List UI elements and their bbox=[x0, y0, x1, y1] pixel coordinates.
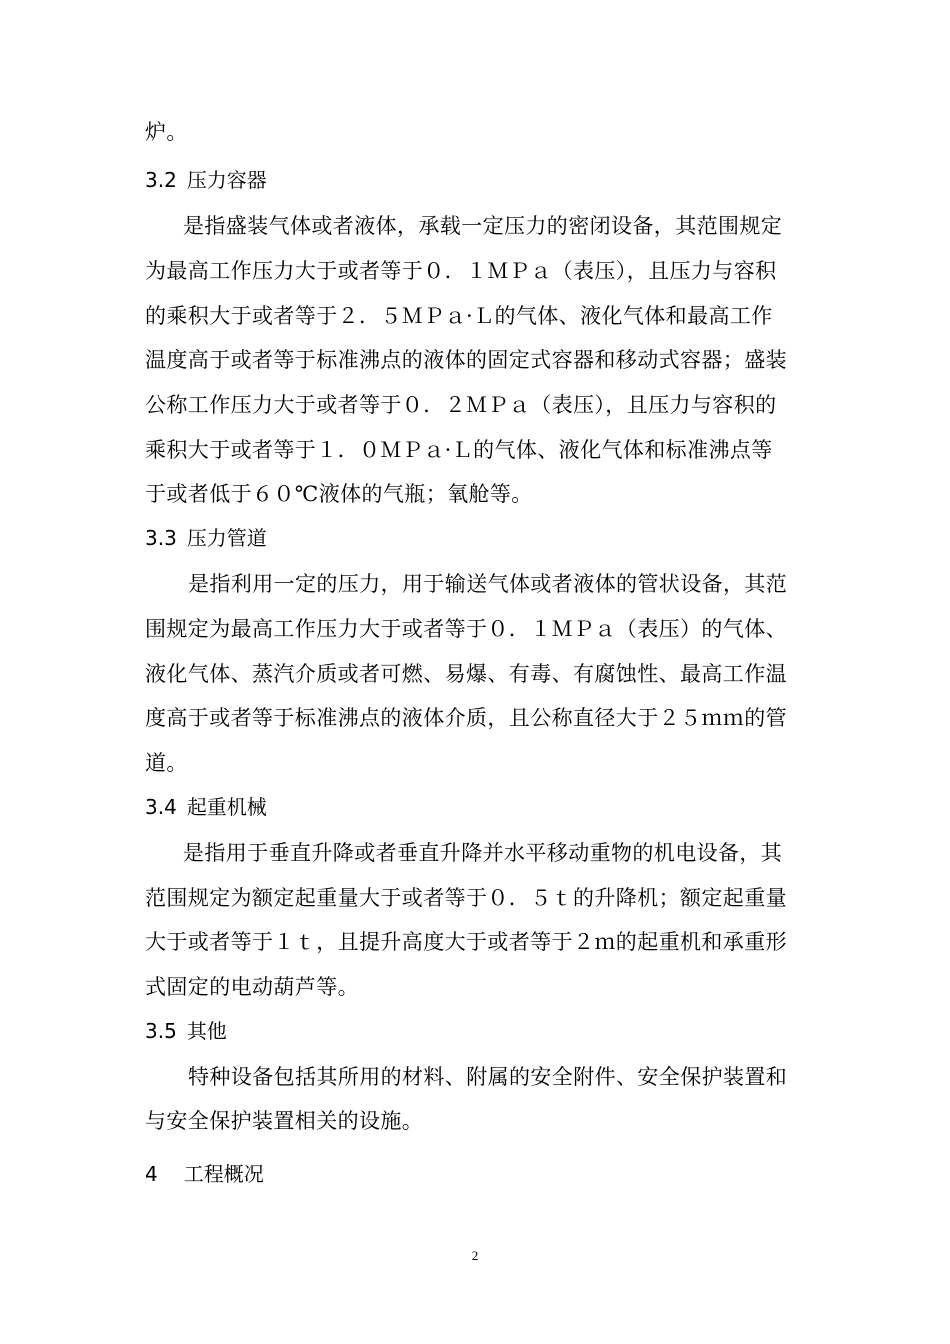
paragraph-line: 为最高工作压力大于或者等于０．１ＭＰａ（表压），且压力与容积 bbox=[145, 259, 777, 283]
paragraph-line: 温度高于或者等于标准沸点的液体的固定式容器和移动式容器；盛装 bbox=[145, 348, 787, 372]
paragraph-line: 于或者低于６０℃液体的气瓶；氧舱等。 bbox=[145, 482, 533, 506]
paragraph-line: 式固定的电动葫芦等。 bbox=[145, 975, 359, 999]
section-title: 其他 bbox=[186, 1019, 227, 1043]
paragraph-line: 与安全保护装置相关的设施。 bbox=[145, 1109, 424, 1133]
section-heading-3-3 bbox=[145, 523, 267, 553]
paragraph-line: 范围规定为额定起重量大于或者等于０．５ｔ的升降机；额定起重量 bbox=[145, 886, 787, 910]
paragraph-line: 液化气体、蒸汽介质或者可燃、易爆、有毒、有腐蚀性、最高工作温 bbox=[145, 662, 787, 686]
paragraph-line: 是指利用一定的压力，用于输送气体或者液体的管状设备，其范 bbox=[188, 572, 788, 596]
paragraph-line: 度高于或者等于标准沸点的液体介质，且公称直径大于２５ｍｍ的管 bbox=[145, 706, 787, 730]
section-title: 压力管道 bbox=[186, 526, 267, 550]
section-number: 3.3 bbox=[145, 526, 177, 550]
section-number: 3.5 bbox=[145, 1019, 177, 1043]
paragraph-line: 道。 bbox=[145, 751, 188, 775]
paragraph-line: 大于或者等于１ｔ，且提升高度大于或者等于２ｍ的起重机和承重形 bbox=[145, 930, 787, 954]
paragraph-line: 是指用于垂直升降或者垂直升降并水平移动重物的机电设备，其 bbox=[183, 841, 783, 865]
section-number: 3.2 bbox=[145, 168, 177, 192]
paragraph-line: 公称工作压力大于或者等于０．２ＭＰａ（表压），且压力与容积的 bbox=[145, 393, 777, 417]
page-number: 2 bbox=[471, 1248, 479, 1263]
section-number: 4 bbox=[145, 1162, 158, 1186]
paragraph-line: 围规定为最高工作压力大于或者等于０．１ＭＰａ（表压）的气体、 bbox=[145, 617, 787, 641]
section-heading-4 bbox=[145, 1159, 264, 1189]
section-heading-3-4 bbox=[145, 792, 267, 822]
paragraph-line: 的乘积大于或者等于２．５ＭＰａ·Ｌ的气体、液化气体和最高工作 bbox=[145, 304, 773, 328]
section-heading-3-5 bbox=[145, 1016, 227, 1046]
section-number: 3.4 bbox=[145, 795, 177, 819]
section-title: 压力容器 bbox=[186, 168, 267, 192]
section-title: 工程概况 bbox=[183, 1162, 264, 1186]
section-title: 起重机械 bbox=[186, 795, 267, 819]
paragraph-line: 特种设备包括其所用的材料、附属的安全附件、安全保护装置和 bbox=[188, 1065, 788, 1089]
paragraph-line: 炉。 bbox=[145, 120, 188, 144]
section-heading-3-2 bbox=[145, 165, 267, 195]
paragraph-line: 是指盛装气体或者液体，承载一定压力的密闭设备，其范围规定 bbox=[183, 214, 783, 238]
paragraph-line: 乘积大于或者等于１．０ＭＰａ·Ｌ的气体、液化气体和标准沸点等 bbox=[145, 438, 773, 462]
